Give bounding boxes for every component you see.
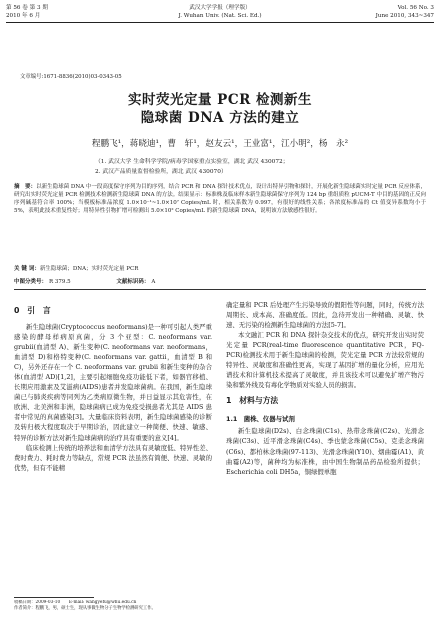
article-number: 文章编号:1671-8836(2010)03-0343-05	[20, 74, 122, 80]
journal-name-en: J. Wuhan Univ. (Nat. Sci. Ed.)	[178, 12, 262, 19]
left-column	[14, 300, 212, 473]
abstract	[14, 183, 426, 215]
affiliation-2: 2. 武汉产品质量监督检验所，湖北 武汉 430070）	[95, 169, 227, 175]
section-heading-methods: 1 材料与方法	[226, 396, 279, 406]
journal-volume-no: Vol. 56 No. 3	[397, 5, 434, 11]
paper-title-line-2: 隐球菌 DNA 方法的建立	[140, 110, 300, 126]
classification	[14, 277, 199, 285]
body-paragraph: 本文融汇 PCR 和 DNA 探针杂交技术的优点，研究开发出实时荧光定量 PCR(real-time fluorescence quantitative PCR，FQ-PCR)检测技术用于新生隐球菌的检测，荧光定量 PCR 方法较常规的特异性、灵敏度和准确性更高，实现了基因扩增的量化分析，应用光谱技术和计算机技术提高了灵敏度，并且该技术可以避免扩增产物污染和紫外线及有毒化学物质对实验人员的损害。	[226, 331, 424, 390]
doc-code-value: A	[151, 279, 156, 285]
clc-number	[14, 279, 93, 285]
journal-issue	[6, 5, 48, 20]
clc-value: R 379.5	[49, 279, 71, 285]
keywords-label: 关 键 词：	[14, 266, 40, 272]
body-paragraph: 确定量和 PCR 后处理产生污染导致的假阳性等问题，同时，传统方法周期长、成本高、准确度低。因此，急待开发出一种精确、灵敏、快速、无污染的检测新生隐球菌的方法[5-7]。	[226, 301, 424, 330]
journal-volume-en	[376, 5, 434, 20]
journal-pages: June 2010, 343~347	[375, 12, 434, 19]
doc-code-label: 文献标识码：	[116, 279, 150, 285]
footnote-author-bio: 作者简介：程鹏飞，男，硕士生，现从事微生物分子生物学检测研究工作。	[14, 606, 156, 612]
affiliation-1: （1. 武汉大学 生命科学学院/病毒学国家重点实验室，湖北 武汉 430072；	[95, 159, 289, 165]
keywords	[14, 266, 426, 274]
section-heading-introduction: 0 引 言	[14, 306, 51, 315]
footnote-received: 收稿日期：2009-03-10 E-mail: wangyefu@whu.edu.cn	[14, 600, 137, 605]
journal-name-cn: 武汉大学学报（理学版）	[189, 5, 251, 11]
author-list: 程鹏飞¹，蒋晓迪¹，曹 轩¹，赵友云¹，王业富¹，江小明²，杨 永²	[91, 139, 349, 149]
keywords-text: 新生隐球菌；DNA；实时荧光定量 PCR	[39, 266, 139, 272]
paper-title-line-1: 实时荧光定量 PCR 检测新生	[127, 92, 312, 108]
subsection-heading-strains: 1.1 菌株、仪器与试剂	[226, 415, 295, 424]
header-rule	[6, 22, 434, 23]
journal-date: 2010 年 6 月	[6, 12, 41, 19]
abstract-label: 摘 要：	[14, 184, 37, 190]
clc-label: 中图分类号：	[14, 279, 48, 285]
abstract-rule	[14, 289, 426, 290]
right-column	[226, 300, 424, 477]
body-paragraph: 临床检测上传统的培养法和血清学方法具有灵敏度低、特异性差、费时费力、耗时费力等缺点，常规 PCR 法虽然有简便、快速、灵敏的优势，但有不能精	[14, 443, 212, 472]
footnote	[14, 600, 214, 612]
journal-volume: 第 56 卷 第 3 期	[6, 5, 48, 11]
doc-code	[116, 279, 177, 285]
journal-name	[150, 5, 290, 20]
footnote-rule	[14, 597, 94, 598]
abstract-text: 以新生隐球菌 DNA 中一段高度保守序列为目的序列，结合 PCR 和 DNA 探针技术优点，设计出特异引物和探针，开展化新生隐球菌实时定量 PCR 反应体系，研究出实时荧光定量 PCR 检测技术检测新生隐球菌 DNA 的方法。结果显示：标准株及临床样本新生隐球菌保守序列为 124 bp 重组质粒 pUCM-T 中目的基因的正反向序列碱基符合率 100%；当模板标准品浓度 1.0×10⁻¹~1.0×10⁷ Copies/mL 时，相关系数为 0.997，有很好的线性关系；各浓度标准品的 Ct 值变异系数均小于 5%，表明此技术重复性好；用特异性引物扩增可检测出 5.0×10² Copies/mL 的新生隐球菌 DNA，说明该方法敏感性很好。	[14, 184, 426, 215]
body-paragraph: 新生隐球菌(Cryptococcus neoformans)是一种可引起人类严重感染的酵母样病原真菌，分 3 个亚型：C. neoformans var. grubii(血清型 A)、新生变种(C. neoformans var. neoformans，血清型 D)和格特变种(C. neoformans var. gattii，血清型 B 和 C)，另外还存在一个 C. neoformans var. grubii 和新生变种的杂合体(血清型 AD)[1,2]，主要引起细胞免疫功能低下者，如器官移植、长期应用激素及艾滋病(AIDS)患者并发隐球菌病。在我国，新生隐球菌已与肺炎疾病等同列为乙类病原微生物，并日益显示其危害性，在欧洲、北美洲和非洲，隐球菌病已成为免疫受损患者尤其是 AIDS 患者中常见的真菌感染[3]。大量临床资料表明，新生隐球菌感染的诊断及转归极大程度取决于早期诊治，因此建立一种简便、快速、敏感、特异的诊断方法对新生隐球菌病的治疗具有重要的意义[4]。	[14, 323, 212, 442]
body-paragraph: 新生隐球菌(D2s)、白念珠菌(C1s)、热带念珠菌(C2s)、光滑念珠菌(C3s)、近平滑念珠菌(C4s)、季也蒙念珠菌(C5s)、克柔念珠菌(C6s)、都柏林念珠菌(97-113)、光滑念珠菌(Y10)、烟曲霉(A1)、黄曲霉(A2)等，菌种均为标准株，由中国生物制品药品检验所提供；Escherichia coli DH5a，铜绿假单胞	[226, 427, 424, 476]
